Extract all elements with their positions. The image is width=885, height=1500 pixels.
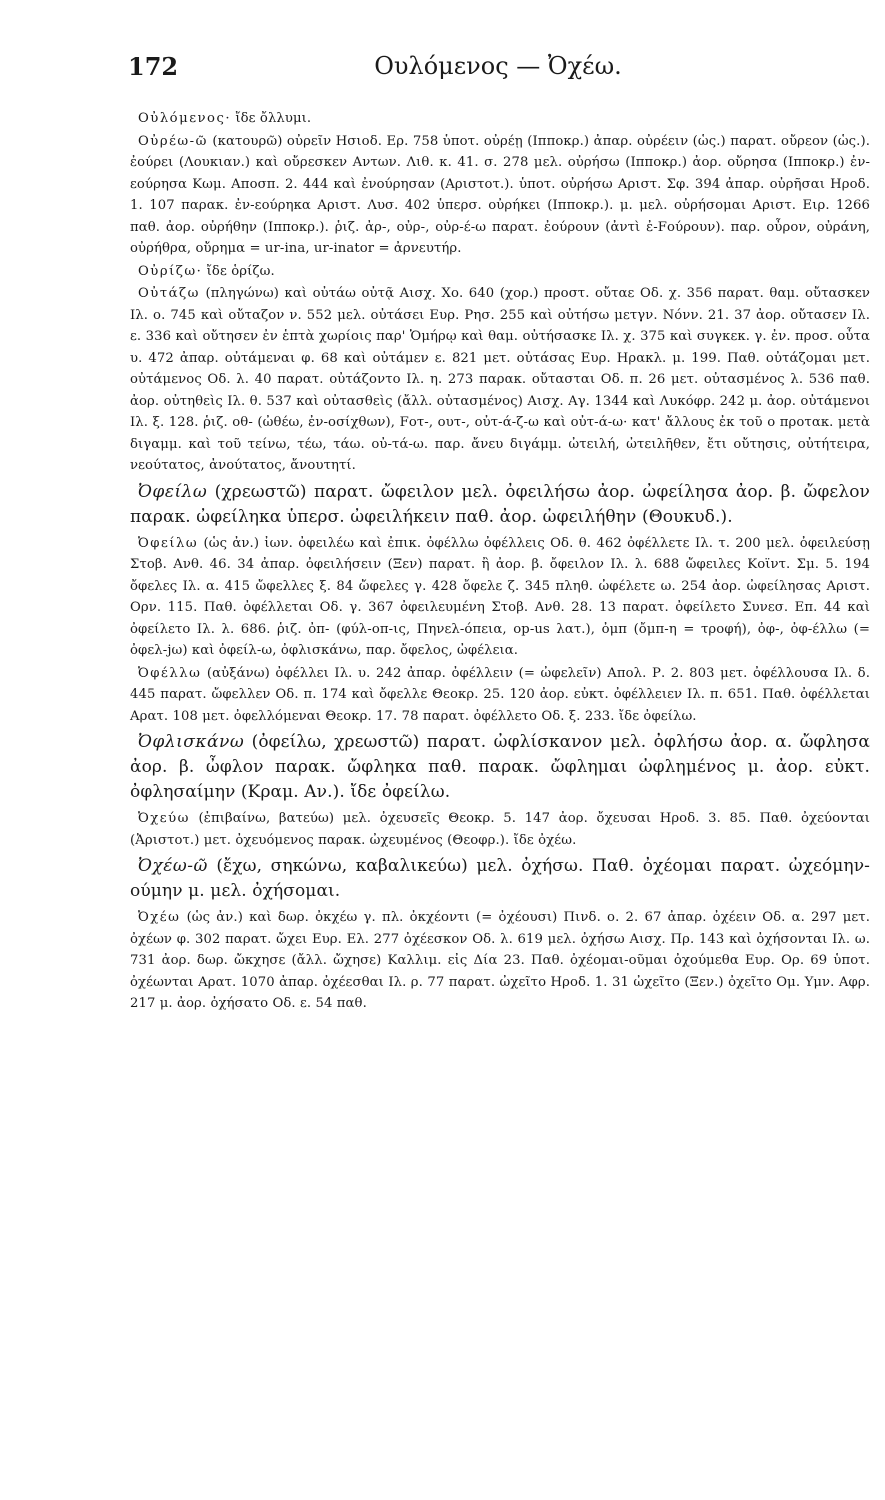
entries-column [130,108,870,1016]
entry-lemma: Ὀφλισκάνω [138,732,245,752]
entry-lemma: Οὐρίζω· [138,263,203,279]
entry-text: (χρεωστῶ) παρατ. ὤφειλον μελ. ὀφειλήσω ἀορ. ὠφείλησα ἀορ. β. ὤφελον παρακ. ὠφείληκα ὑπερσ. ὠφειλήκειν παθ. ἀορ. ὠφειλήθην (Θουκυδ.). [130,481,870,527]
entry-text: (πληγώνω) καὶ οὐτάω οὐτᾷ Αισχ. Χο. 640 (χορ.) προστ. οὔταε Οδ. χ. 356 παρατ. θαμ. οὔτασκεν Ιλ. ο. 745 καὶ οὔταζον ν. 552 μελ. οὐτάσει Ευρ. Ρησ. 255 καὶ οὐτήσω μετγν. Νόνν. 21. 37 ἀορ. οὔτασεν Ιλ. ε. 336 καὶ οὔτησεν ἐν ἑπτὰ χωρίοις παρ' Ὁμήρῳ καὶ θαμ. οὐτήσασκε Ιλ. χ. 375 καὶ συγκεκ. γ. ἐν. προσ. οὖτα υ. 472 ἀπαρ. οὐτάμεναι φ. 68 καὶ οὐτάμεν ε. 821 μετ. οὐτάσας Ευρ. Ηρακλ. μ. 199. Παθ. οὐτάζομαι μετ. οὐτάμενος Οδ. λ. 40 παρατ. οὐτάζοντο Ιλ. η. 273 παρακ. οὔτασται Οδ. π. 26 μετ. οὐτασμένος λ. 536 παθ. ἀορ. οὐτηθεὶς Ιλ. θ. 537 καὶ οὐτασθεὶς (ἄλλ. οὐτασμένος) Αισχ. Αγ. 1344 καὶ Λυκόφρ. 242 μ. ἀορ. οὐτάμενοι Ιλ. ξ. 128. ῥιζ. οθ- (ὠθέω, ἐν-οσίχθων), Fοτ-, ουτ-, οὐτ-ά-ζ-ω καὶ οὐτ-ά-ω· κατ' ἄλλους ἐκ τοῦ ο προτακ. μετὰ διγαμμ. καὶ τοῦ τείνω, τέω, τάω. οὐ-τά-ω. παρ. ἄνευ διγάμμ. ὠτειλή, ὠτειλῆθεν, ἔτι οὔτησις, οὐτήτειρα, νεούτατος, ἀνούτατος, ἄνουτητί. [130,286,870,473]
entry-lemma: Ὀχεύω [138,811,190,826]
dictionary-entry [130,261,870,283]
entry-lemma: Οὐτάζω [138,286,200,301]
entry-lemma: Ὀφείλω [138,481,208,502]
entry-text: (ἐπιβαίνω, βατεύω) μελ. ὀχευσεῖς Θεοκρ. 5. 147 ἀορ. ὄχευσαι Ηροδ. 3. 85. Παθ. ὀχεύονται (Ἀριστοτ.) μετ. ὀχευόμενος παρακ. ὠχευμένος (Θεοφρ.). ἴδε ὀχέω. [130,811,871,848]
entry-lemma: Ὀφείλω [138,535,199,551]
dictionary-entry [130,730,870,805]
entry-lemma: Ὀχέω [138,910,181,925]
dictionary-entry [130,907,870,1015]
dictionary-entry [130,283,870,477]
page-header [128,52,868,92]
entry-text: (κατουρῶ) οὐρεῖν Ησιοδ. Ερ. 758 ὑποτ. οὐρέῃ (Ιπποκρ.) ἀπαρ. οὐρέειν (ὡς.) παρατ. οὔρεον (ὡς.). ἐούρει (Λουκιαν.) καὶ οὔρεσκεν Αντων. Λιθ. κ. 41. σ. 278 μελ. οὐρήσω (Ιπποκρ.) ἀορ. οὔρησα (Ιπποκρ.) ἐν-εούρησα Κωμ. Αποσπ. 2. 444 καὶ ἐνούρησαν (Αριστοτ.). ὑποτ. οὐρήσω Αριστ. Σφ. 394 ἀπαρ. οὐρῆσαι Ηροδ. 1. 107 παρακ. ἐν-εούρηκα Αριστ. Λυσ. 402 ὑπερσ. οὐρήκει (Ιπποκρ.). μ. μελ. οὐρήσομαι Αριστ. Ειρ. 1266 παθ. ἀορ. οὐρήθην (Ιπποκρ.). ῥιζ. ἀρ-, οὐρ-, οὐρ-έ-ω παρατ. ἐούρουν (ἀντὶ ἐ-Fούρουν). παρ. οὖρον, οὐράνη, οὐρήθρα, οὔρημα = ur-ina, ur-inator = ἀρνευτήρ. [130,133,871,256]
running-head: Ουλόμενος — Ὀχέω. [374,52,622,80]
entry-text: (αὐξάνω) ὀφέλλει Ιλ. υ. 242 ἀπαρ. ὀφέλλειν (= ὠφελεῖν) Απολ. Ρ. 2. 803 μετ. ὀφέλλουσα Ιλ. δ. 445 παρατ. ὤφελλεν Οδ. π. 174 καὶ ὄφελλε Θεοκρ. 25. 120 ἀορ. εὐκτ. ὀφέλλειεν Ιλ. π. 651. Παθ. ὀφέλλεται Αρατ. 108 μετ. ὀφελλόμεναι Θεοκρ. 17. 78 παρατ. ὀφέλλετο Οδ. ξ. 233. ἴδε ὀφείλω. [130,665,870,724]
entry-lemma: Ὀχέω-ῶ [138,856,208,876]
dictionary-entry [130,533,870,662]
entry-text: ἴδε ὁρίζω. [206,263,275,279]
dictionary-entry [130,854,870,904]
entry-lemma: Ὀφέλλω [138,665,202,681]
dictionary-entry [130,663,870,728]
entry-text: (ὡς ἀν.) καὶ δωρ. ὀκχέω γ. πλ. ὀκχέοντι (= ὀχέουσι) Πινδ. ο. 2. 67 ἀπαρ. ὀχέειν Οδ. α. 297 μετ. ὀχέων φ. 302 παρατ. ὤχει Ευρ. Ελ. 277 ὀχέεσκον Οδ. λ. 619 μελ. ὀχήσω Αισχ. Πρ. 143 καὶ ὀχήσονται Ιλ. ω. 731 ἀορ. δωρ. ὤκχησε (ἄλλ. ὤχησε) Καλλιμ. εἰς Δία 23. Παθ. ὀχέομαι-οῦμαι ὀχούμεθα Ευρ. Ορ. 69 ὑποτ. ὀχέωνται Αρατ. 1070 ἀπαρ. ὀχέεσθαι Ιλ. ρ. 77 παρατ. ὠχεῖτο Ηροδ. 1. 31 ὠχεῖτο (Ξεν.) ὀχεῖτο Ομ. Υμν. Αφρ. 217 μ. ἀορ. ὀχήσατο Οδ. ε. 54 παθ. [130,910,870,1011]
entry-text: (ἔχω, σηκώνω, καβαλικεύω) μελ. ὀχήσω. Παθ. ὀχέομαι παρατ. ὠχεόμην-ούμην μ. μελ. ὀχήσομαι. [130,856,870,901]
page-number: 172 [128,52,179,81]
entry-lemma: Οὐλόμενος· [138,111,232,126]
dictionary-entry [130,480,870,530]
entry-lemma: Οὐρέω-ῶ [138,133,208,149]
dictionary-entry [130,131,870,260]
entry-text: (ὀφείλω, χρεωστῶ) παρατ. ὠφλίσκανον μελ. ὀφλήσω ἀορ. α. ὤφλησα ἀορ. β. ὦφλον παρακ. ὤφληκα παθ. παρακ. ὤφλημαι ὠφλημένος μ. ἀορ. εὐκτ. ὀφλησαίμην (Κραμ. Αν.). ἴδε ὀφείλω. [130,732,870,802]
dictionary-entry [130,108,870,130]
entry-text: ἴδε ὄλλυμι. [235,111,312,126]
entry-text: (ὡς ἀν.) ἰων. ὀφειλέω καὶ ἐπικ. ὀφέλλω ὀφέλλεις Οδ. θ. 462 ὀφέλλετε Ιλ. τ. 200 μελ. ὀφειλεύσῃ Στοβ. Ανθ. 46. 34 ἀπαρ. ὀφειλήσειν (Ξεν) παρατ. ἢ ἀορ. β. ὄφειλον Ιλ. λ. 688 ὤφειλες Κοϊντ. Σμ. 5. 194 ὄφελες Ιλ. α. 415 ὤφελλες ξ. 84 ὤφελες γ. 428 ὄφελε ζ. 345 πληθ. ὠφέλετε ω. 254 ἀορ. ὠφείλησας Αριστ. Ορν. 115. Παθ. ὀφέλλεται Οδ. γ. 367 ὀφειλευμένη Στοβ. Ανθ. 28. 13 παρατ. ὀφείλετο Συνεσ. Επ. 44 καὶ ὀφείλετο Ιλ. λ. 686. ῥιζ. ὀπ- (φύλ-οπ-ις, Πηνελ-όπεια, op-us λατ.), ὀμπ (ὄμπ-η = τροφή), ὀφ-, ὀφ-έλλω (= ὀφελ-jω) καὶ ὀφείλ-ω, ὀφλισκάνω, παρ. ὄφελος, ὠφέλεια. [130,535,870,658]
dictionary-entry [130,808,870,851]
